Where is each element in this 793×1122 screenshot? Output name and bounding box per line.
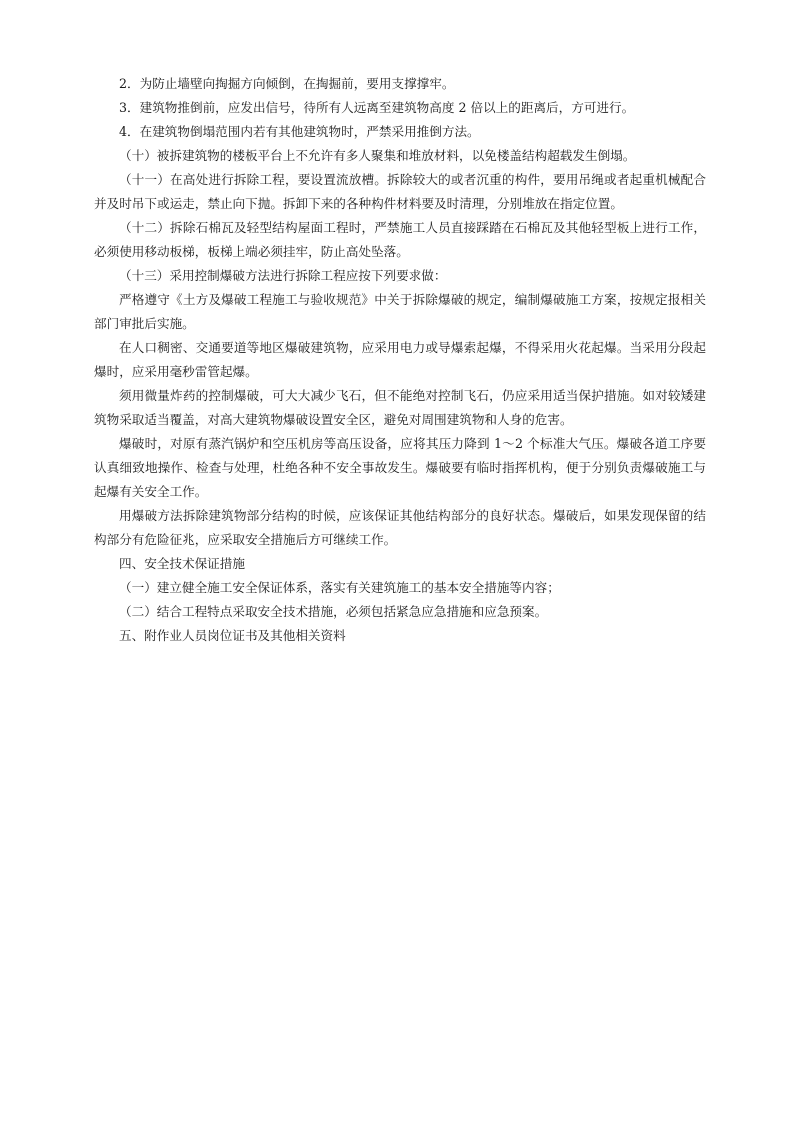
paragraph-item-3-signal: 3．建筑物推倒前，应发出信号，待所有人远离至建筑物高度 2 倍以上的距离后，方可进行。 <box>119 100 635 115</box>
paragraph-safety-system: （一）建立健全施工安全保证体系，落实有关建筑施工的基本安全措施等内容； <box>119 580 560 595</box>
section-heading-4: 四、安全技术保证措施 <box>119 556 245 571</box>
document-body <box>94 72 706 648</box>
paragraph-item-2-support: 2．为防止墙壁向掏掘方向倾倒，在掏掘前，要用支撑撑牢。 <box>119 76 455 91</box>
section-heading-5: 五、附作业人员岗位证书及其他相关资料 <box>119 628 346 643</box>
paragraph-section-13: （十三）采用控制爆破方法进行拆除工程应按下列要求做： <box>119 268 447 283</box>
paragraph-blasting-dense-area: 在人口稠密、交通要道等地区爆破建筑物，应采用电力或导爆索起爆，不得采用火花起爆。当采用分段起爆时，应采用毫秒雷管起爆。 <box>94 340 706 379</box>
paragraph-blasting-regulation: 严格遵守《土方及爆破工程施工与验收规范》中关于拆除爆破的规定，编制爆破施工方案，按规定报相关部门审批后实施。 <box>94 292 706 331</box>
paragraph-section-10: （十）被拆建筑物的楼板平台上不允许有多人聚集和堆放材料，以免楼盖结构超载发生倒塌。 <box>119 148 636 163</box>
paragraph-item-4-no-push: 4．在建筑物倒塌范围内若有其他建筑物时，严禁采用推倒方法。 <box>119 124 480 139</box>
paragraph-blasting-pressure: 爆破时，对原有蒸汽锅炉和空压机房等高压设备，应将其压力降到 1～2 个标准大气压。爆破各道工序要认真细致地操作、检查与处理，杜绝各种不安全事故发生。爆破要有临时指挥机构，便于分别负责爆破施工与起爆有关安全工作。 <box>94 436 706 499</box>
paragraph-section-12: （十二）拆除石棉瓦及轻型结构屋面工程时，严禁施工人员直接踩踏在石棉瓦及其他轻型板上进行工作，必须使用移动板梯，板梯上端必须挂牢，防止高处坠落。 <box>94 220 706 259</box>
paragraph-section-11: （十一）在高处进行拆除工程，要设置流放槽。拆除较大的或者沉重的构件，要用吊绳或者起重机械配合并及时吊下或运走，禁止向下抛。拆卸下来的各种构件材料要及时清理，分别堆放在指定位置。 <box>94 172 706 211</box>
paragraph-blasting-flying-stone: 须用微量炸药的控制爆破，可大大减少飞石，但不能绝对控制飞石，仍应采用适当保护措施。如对较矮建筑物采取适当覆盖，对高大建筑物爆破设置安全区，避免对周围建筑物和人身的危害。 <box>94 388 706 427</box>
paragraph-blasting-partial: 用爆破方法拆除建筑物部分结构的时候，应该保证其他结构部分的良好状态。爆破后，如果发现保留的结构部分有危险征兆，应采取安全措施后方可继续工作。 <box>94 508 706 547</box>
paragraph-safety-measures: （二）结合工程特点采取安全技术措施，必须包括紧急应急措施和应急预案。 <box>119 604 548 619</box>
